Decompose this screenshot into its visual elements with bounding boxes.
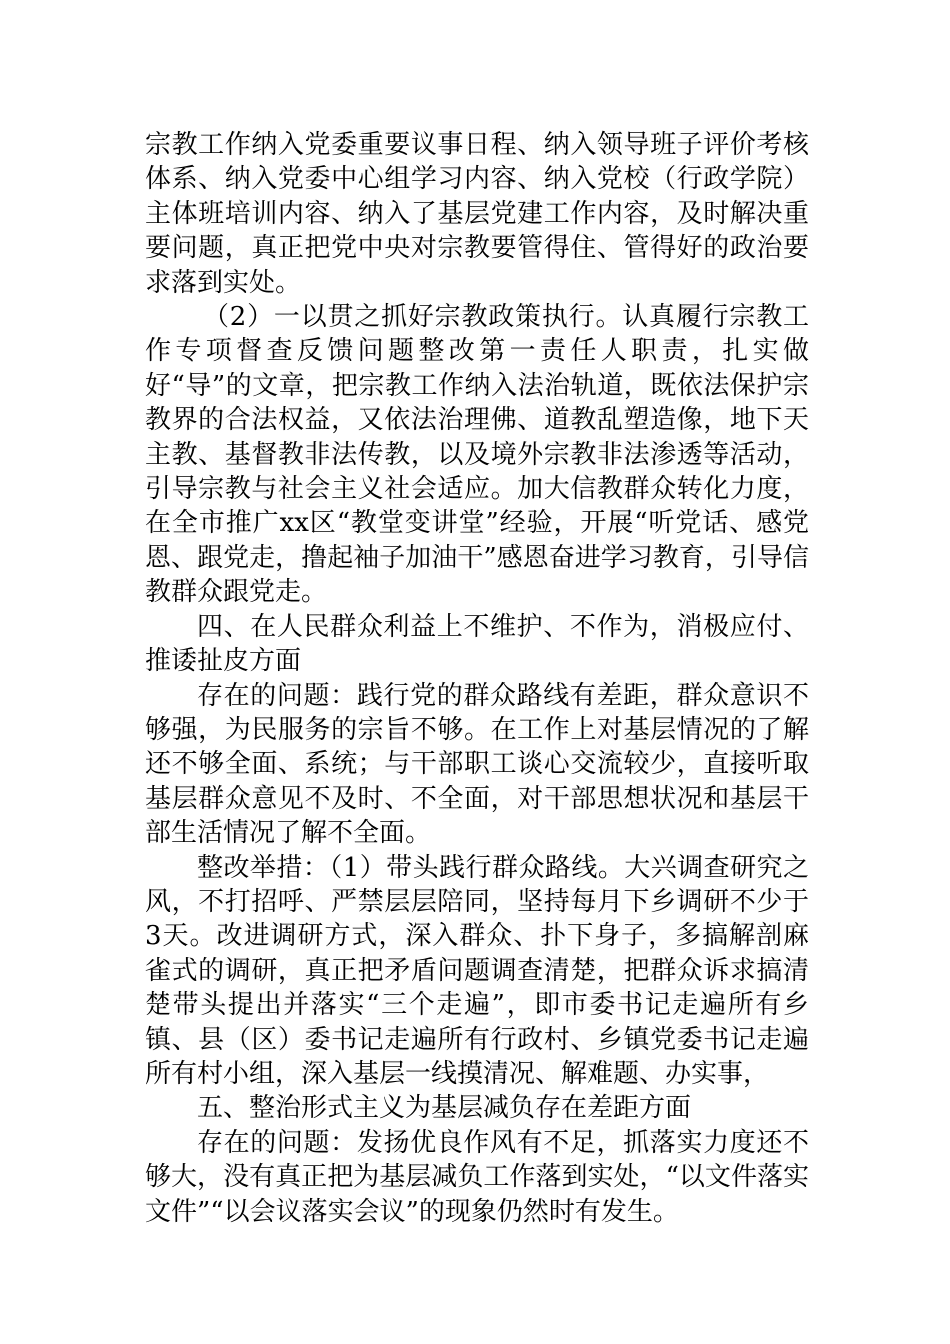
section-heading-five: 五、整治形式主义为基层减负存在差距方面 bbox=[197, 1093, 692, 1124]
paragraph-religion-agenda: 宗教工作纳入党委重要议事日程、纳入领导班子评价考核体系、纳入党委中心组学习内容、纳入党校（行政学院）主体班培训内容、纳入了基层党建工作内容，及时解决重要问题，真正把党中央对宗教要管得住、管得好的政治要求落到实处。 bbox=[145, 130, 809, 298]
paragraph-rectification-measures: 整改举措：（1）带头践行群众路线。大兴调查研究之风，不打招呼、严禁层层陪同，坚持每月下乡调研不少于3天。改进调研方式，深入群众、扑下身子，多搞解剖麻雀式的调研，真正把矛盾问题调查清楚，把群众诉求搞清楚带头提出并落实“三个走遍”，即市委书记走遍所有乡镇、县（区）委书记走遍所有行政村、乡镇党委书记走遍所有村小组，深入基层一线摸清况、解难题、办实事， bbox=[145, 852, 809, 1089]
paragraph-existing-problems-four: 存在的问题：践行党的群众路线有差距，群众意识不够强，为民服务的宗旨不够。在工作上对基层情况的了解还不够全面、系统；与干部职工谈心交流较少，直接听取基层群众意见不及时、不全面，对干部思想状况和基层干部生活情况了解不全面。 bbox=[145, 680, 809, 849]
section-heading-four: 四、在人民群众利益上不维护、不作为，消极应付、推诿扯皮方面 bbox=[145, 611, 809, 677]
paragraph-existing-problems-five: 存在的问题：发扬优良作风有不足，抓落实力度还不够大，没有真正把为基层减负工作落到实处，“以文件落实文件”“以会议落实会议”的现象仍然时有发生。 bbox=[145, 1127, 809, 1227]
paragraph-religion-policy: （2）一以贯之抓好宗教政策执行。认真履行宗教工作专项督查反馈问题整改第一责任人职责，扎实做好“导”的文章，把宗教工作纳入法治轨道，既依法保护宗教界的合法权益，又依法治理佛、道教乱塑造像，地下天主教、基督教非法传教，以及境外宗教非法渗透等活动，引导宗教与社会主义社会适应。加大信教群众转化力度，在全市推广xx区“教堂变讲堂”经验，开展“听党话、感党恩、跟党走，撸起袖子加油干”感恩奋进学习教育，引导信教群众跟党走。 bbox=[145, 302, 809, 608]
document-page bbox=[145, 128, 809, 1229]
